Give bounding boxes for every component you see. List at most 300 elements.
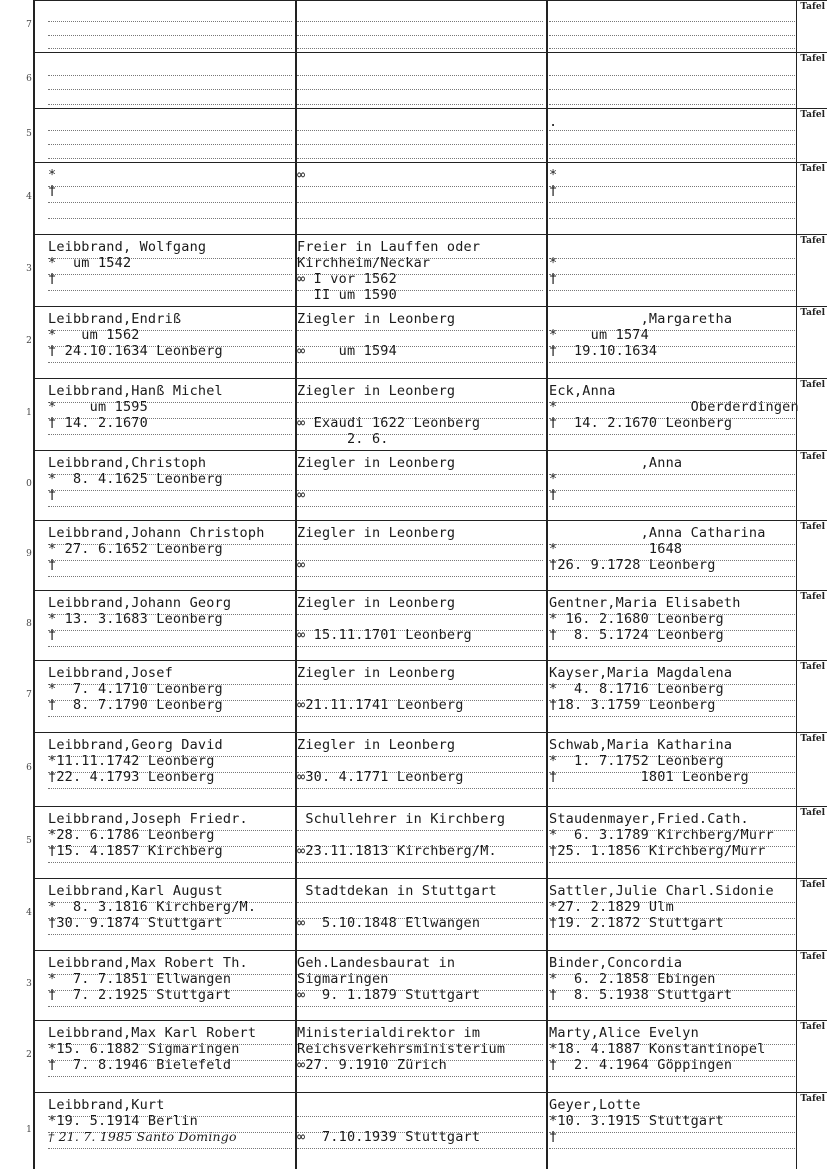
tafel-label: Tafel [800,734,825,744]
dotted-guide-line [48,158,292,159]
entry-line: Marty,Alice Evelyn [549,1025,699,1041]
dotted-guide-line [549,258,795,259]
person-cell [48,520,296,590]
dotted-guide-line [48,934,292,935]
generation-number: 3 [26,264,32,274]
entry-line: Ziegler in Leonberg [297,455,456,471]
person-cell [48,732,296,806]
entry-line: † 24.10.1634 Leonberg [48,343,223,359]
dotted-guide-line [48,506,292,507]
dotted-guide-line [48,290,292,291]
dotted-guide-line [297,474,543,475]
generation-row [0,306,827,378]
dotted-guide-line [297,934,543,935]
entry-line: † 8. 5.1724 Leonberg [549,627,724,643]
dotted-guide-line [48,104,292,105]
entry-line: * [549,471,558,487]
entry-line: ∞ [297,557,306,573]
entry-line: * um 1562 [48,327,140,343]
occupation-marriage-cell [297,306,547,378]
dotted-guide-line [549,576,795,577]
dotted-guide-line [297,1006,543,1007]
dotted-guide-line [297,362,543,363]
dotted-guide-line [48,130,292,131]
entry-line: ∞ 15.11.1701 Leonberg [297,627,472,643]
spouse-cell [549,0,797,52]
person-cell [48,0,296,52]
dotted-guide-line [297,490,543,491]
generation-row [0,108,827,162]
tafel-label: Tafel [800,1094,825,1104]
entry-line: Eck,Anna [549,383,616,399]
entry-line: ∞23.11.1813 Kirchberg/M. [297,843,497,859]
entry-line: Leibbrand,Max Robert Th. [48,955,248,971]
occupation-marriage-cell [297,660,547,732]
entry-line: ,Anna Catharina [549,525,766,541]
entry-line: † [48,487,57,503]
dotted-guide-line [549,1006,795,1007]
dotted-guide-line [549,186,795,187]
entry-line: *27. 2.1829 Ulm [549,899,674,915]
tafel-label: Tafel [800,1022,825,1032]
spouse-cell [549,306,797,378]
generation-row [0,520,827,590]
tafel-label: Tafel [800,308,825,318]
spouse-cell [549,450,797,520]
entry-line: † 14. 2.1670 Leonberg [549,415,733,431]
occupation-marriage-cell [297,590,547,660]
entry-line: ∞ 7.10.1939 Stuttgart [297,1129,481,1145]
dotted-guide-line [297,646,543,647]
entry-line: †19. 2.1872 Stuttgart [549,915,724,931]
tafel-label: Tafel [800,808,825,818]
dotted-guide-line [297,1076,543,1077]
entry-line: Ziegler in Leonberg [297,525,456,541]
tafel-label: Tafel [800,452,825,462]
dotted-guide-line [48,630,292,631]
spouse-cell [549,878,797,950]
occupation-marriage-cell [297,0,547,52]
dotted-guide-line [297,1148,543,1149]
occupation-marriage-cell [297,1092,547,1169]
person-cell [48,878,296,950]
entry-line: Reichsverkehrsministerium [297,1041,506,1057]
tafel-label: Tafel [800,952,825,962]
entry-line: * 8. 4.1625 Leonberg [48,471,223,487]
tafel-label: Tafel [800,662,825,672]
entry-line: * 27. 6.1652 Leonberg [48,541,223,557]
dotted-guide-line [549,35,795,36]
occupation-marriage-cell [297,108,547,162]
dotted-guide-line [549,434,795,435]
generation-number: 2 [26,336,32,346]
generation-number: 6 [26,74,32,84]
dotted-guide-line [48,434,292,435]
person-cell [48,52,296,108]
generation-row [0,590,827,660]
generation-number: 9 [26,549,32,559]
entry-line: Kayser,Maria Magdalena [549,665,733,681]
entry-line: † [48,627,57,643]
dotted-guide-line [549,1148,795,1149]
entry-line: † 1801 Leonberg [549,769,749,785]
tafel-label: Tafel [800,2,825,12]
entry-line: * 6. 3.1789 Kirchberg/Murr [549,827,774,843]
generation-number: 1 [26,1124,32,1135]
generation-number: 7 [26,20,32,30]
generation-row [0,234,827,306]
dotted-guide-line [549,506,795,507]
entry-line: Leibbrand,Endriß [48,311,182,327]
entry-line: ∞ 5.10.1848 Ellwangen [297,915,481,931]
entry-line: . [549,114,558,130]
entry-line: ∞ [297,167,306,183]
dotted-guide-line [297,902,543,903]
dotted-guide-line [48,21,292,22]
dotted-guide-line [297,716,543,717]
occupation-marriage-cell [297,162,547,234]
entry-line: Kirchheim/Neckar [297,255,431,271]
entry-line: †30. 9.1874 Stuttgart [48,915,223,931]
entry-line: * Oberderdingen [549,399,799,415]
person-cell [48,162,296,234]
entry-line: ,Margaretha [549,311,733,327]
entry-line: Ziegler in Leonberg [297,311,456,327]
entry-line: † [549,271,558,287]
dotted-guide-line [48,1148,292,1149]
entry-line: * 4. 8.1716 Leonberg [549,681,724,697]
dotted-guide-line [48,362,292,363]
entry-line: * 16. 2.1680 Leonberg [549,611,724,627]
dotted-guide-line [549,274,795,275]
entry-line: II um 1590 [297,287,397,303]
entry-line: Leibbrand,Johann Georg [48,595,232,611]
entry-line: * um 1574 [549,327,649,343]
dotted-guide-line [549,788,795,789]
entry-line: *10. 3.1915 Stuttgart [549,1113,724,1129]
generation-number: 7 [26,690,32,700]
dotted-guide-line [297,560,543,561]
entry-line: † [549,183,558,199]
dotted-guide-line [549,362,795,363]
entry-line: Leibbrand,Georg David [48,737,223,753]
spouse-cell [549,520,797,590]
generation-number: 1 [26,408,32,418]
dotted-guide-line [297,202,543,203]
occupation-marriage-cell [297,878,547,950]
person-cell [48,590,296,660]
dotted-guide-line [48,202,292,203]
spouse-cell [549,108,797,162]
generation-number: 4 [26,908,32,918]
dotted-guide-line [297,35,543,36]
dotted-guide-line [48,35,292,36]
entry-line: Leibbrand,Hanß Michel [48,383,223,399]
tafel-label: Tafel [800,236,825,246]
dotted-guide-line [297,402,543,403]
dotted-guide-line [297,75,543,76]
entry-line: * um 1595 [48,399,148,415]
entry-line: ∞ I vor 1562 [297,271,397,287]
person-cell [48,234,296,306]
occupation-marriage-cell [297,520,547,590]
entry-line: † 21. 7. 1985 Santo Domingo [48,1129,237,1144]
entry-line: Leibbrand, Wolfgang [48,239,207,255]
dotted-guide-line [297,144,543,145]
dotted-guide-line [549,474,795,475]
dotted-guide-line [549,490,795,491]
dotted-guide-line [549,218,795,219]
dotted-guide-line [297,158,543,159]
occupation-marriage-cell [297,378,547,450]
dotted-guide-line [297,218,543,219]
tafel-label: Tafel [800,880,825,890]
dotted-guide-line [48,576,292,577]
entry-line: ∞30. 4.1771 Leonberg [297,769,464,785]
entry-line: †26. 9.1728 Leonberg [549,557,716,573]
spouse-cell [549,590,797,660]
dotted-guide-line [48,48,292,49]
entry-line: ∞ Exaudi 1622 Leonberg [297,415,481,431]
person-cell [48,1092,296,1169]
entry-line: Geh.Landesbaurat in [297,955,456,971]
generation-row [0,450,827,520]
occupation-marriage-cell [297,1020,547,1092]
tafel-label: Tafel [800,110,825,120]
dotted-guide-line [297,130,543,131]
entry-line: * [549,167,558,183]
dotted-guide-line [549,934,795,935]
generation-row [0,1092,827,1169]
occupation-marriage-cell [297,52,547,108]
dotted-guide-line [297,614,543,615]
entry-line: *18. 4.1887 Konstantinopel [549,1041,766,1057]
person-cell [48,950,296,1020]
dotted-guide-line [48,89,292,90]
generation-number: 6 [26,763,32,773]
entry-line: Stadtdekan in Stuttgart [297,883,497,899]
entry-line: * [48,167,57,183]
entry-line: ,Anna [549,455,683,471]
dotted-guide-line [48,646,292,647]
generation-number: 2 [26,1050,32,1060]
occupation-marriage-cell [297,450,547,520]
generation-row [0,878,827,950]
dotted-guide-line [48,1006,292,1007]
generation-row [0,1020,827,1092]
dotted-guide-line [48,862,292,863]
entry-line: Binder,Concordia [549,955,683,971]
spouse-cell [549,806,797,878]
dotted-guide-line [48,1076,292,1077]
dotted-guide-line [549,104,795,105]
entry-line: * 13. 3.1683 Leonberg [48,611,223,627]
dotted-guide-line [297,830,543,831]
dotted-guide-line [48,218,292,219]
entry-line: Ziegler in Leonberg [297,737,456,753]
dotted-guide-line [48,186,292,187]
entry-line: Leibbrand,Johann Christoph [48,525,265,541]
dotted-guide-line [297,506,543,507]
tafel-label: Tafel [800,380,825,390]
entry-line: *28. 6.1786 Leonberg [48,827,215,843]
dotted-guide-line [48,788,292,789]
entry-line: † 2. 4.1964 Göppingen [549,1057,733,1073]
generation-number: 4 [26,192,32,202]
entry-line: *11.11.1742 Leonberg [48,753,215,769]
generation-number: 3 [26,979,32,989]
entry-line: † 8. 5.1938 Stuttgart [549,987,733,1003]
entry-line: * 7. 7.1851 Ellwangen [48,971,232,987]
person-cell [48,378,296,450]
dotted-guide-line [297,1116,543,1117]
entry-line: ∞ um 1594 [297,343,397,359]
person-cell [48,306,296,378]
spouse-cell [549,52,797,108]
dotted-guide-line [297,788,543,789]
generation-row [0,0,827,52]
generation-row [0,660,827,732]
entry-line: ∞ [297,487,306,503]
generation-row [0,950,827,1020]
occupation-marriage-cell [297,950,547,1020]
entry-line: Schullehrer in Kirchberg [297,811,506,827]
spouse-cell [549,234,797,306]
tafel-label: Tafel [800,522,825,532]
dotted-guide-line [48,144,292,145]
entry-line: † 14. 2.1670 [48,415,148,431]
dotted-guide-line [549,1076,795,1077]
entry-line: Leibbrand,Christoph [48,455,207,471]
entry-line: Staudenmayer,Fried.Cath. [549,811,749,827]
dotted-guide-line [297,576,543,577]
person-cell [48,1020,296,1092]
spouse-cell [549,732,797,806]
dotted-guide-line [549,48,795,49]
spouse-cell [549,162,797,234]
entry-line: †25. 1.1856 Kirchberg/Murr [549,843,766,859]
entry-line: * 7. 4.1710 Leonberg [48,681,223,697]
entry-line: Sattler,Julie Charl.Sidonie [549,883,774,899]
generation-row [0,162,827,234]
entry-line: * 8. 3.1816 Kirchberg/M. [48,899,257,915]
occupation-marriage-cell [297,234,547,306]
dotted-guide-line [297,104,543,105]
occupation-marriage-cell [297,732,547,806]
dotted-guide-line [297,89,543,90]
entry-line: ∞21.11.1741 Leonberg [297,697,464,713]
entry-line: Ziegler in Leonberg [297,665,456,681]
dotted-guide-line [297,48,543,49]
entry-line: 2. 6. [297,431,389,447]
generation-number: 0 [26,479,32,489]
entry-line: ∞ 9. 1.1879 Stuttgart [297,987,481,1003]
spouse-cell [549,1092,797,1169]
dotted-guide-line [549,158,795,159]
entry-line: Geyer,Lotte [549,1097,641,1113]
person-cell [48,108,296,162]
entry-line: † [48,183,57,199]
entry-line: * um 1542 [48,255,132,271]
dotted-guide-line [297,684,543,685]
entry-line: † 8. 7.1790 Leonberg [48,697,223,713]
entry-line: * 6. 2.1858 Ebingen [549,971,716,987]
dotted-guide-line [297,21,543,22]
person-cell [48,450,296,520]
entry-line: Ziegler in Leonberg [297,595,456,611]
spouse-cell [549,378,797,450]
dotted-guide-line [297,186,543,187]
dotted-guide-line [297,544,543,545]
entry-line: Freier in Lauffen oder [297,239,481,255]
entry-line: *15. 6.1882 Sigmaringen [48,1041,240,1057]
entry-line: † 7. 2.1925 Stuttgart [48,987,232,1003]
dotted-guide-line [48,560,292,561]
generation-row [0,378,827,450]
dotted-guide-line [549,646,795,647]
entry-line: †18. 3.1759 Leonberg [549,697,716,713]
entry-line: Ziegler in Leonberg [297,383,456,399]
entry-line: † [48,271,57,287]
person-cell [48,806,296,878]
entry-line: Ministerialdirektor im [297,1025,481,1041]
entry-line: * 1. 7.1752 Leonberg [549,753,724,769]
entry-line: Leibbrand,Kurt [48,1097,165,1113]
dotted-guide-line [549,75,795,76]
dotted-guide-line [549,89,795,90]
entry-line: † [549,1129,558,1145]
entry-line: Gentner,Maria Elisabeth [549,595,741,611]
dotted-guide-line [549,862,795,863]
entry-line: *19. 5.1914 Berlin [48,1113,198,1129]
entry-line: * [549,255,558,271]
entry-line: † [549,487,558,503]
entry-line: * 1648 [549,541,683,557]
person-cell [48,660,296,732]
entry-line: Leibbrand,Max Karl Robert [48,1025,257,1041]
entry-line: †15. 4.1857 Kirchberg [48,843,223,859]
dotted-guide-line [48,716,292,717]
occupation-marriage-cell [297,806,547,878]
entry-line: ∞27. 9.1910 Zürich [297,1057,447,1073]
dotted-guide-line [48,490,292,491]
tafel-label: Tafel [800,592,825,602]
tafel-label: Tafel [800,164,825,174]
generation-number: 5 [26,129,32,139]
entry-line: † [48,557,57,573]
entry-line: Leibbrand,Karl August [48,883,223,899]
generation-row [0,732,827,806]
entry-line: † 7. 8.1946 Bielefeld [48,1057,232,1073]
entry-line: † 19.10.1634 [549,343,658,359]
spouse-cell [549,1020,797,1092]
dotted-guide-line [297,862,543,863]
entry-line: Leibbrand,Josef [48,665,173,681]
generation-row [0,806,827,878]
dotted-guide-line [549,1132,795,1133]
dotted-guide-line [549,21,795,22]
spouse-cell [549,950,797,1020]
entry-line: Sigmaringen [297,971,389,987]
dotted-guide-line [297,330,543,331]
dotted-guide-line [549,202,795,203]
tafel-label: Tafel [800,54,825,64]
generation-number: 5 [26,836,32,846]
dotted-guide-line [297,756,543,757]
dotted-guide-line [549,144,795,145]
spouse-cell [549,660,797,732]
dotted-guide-line [48,75,292,76]
